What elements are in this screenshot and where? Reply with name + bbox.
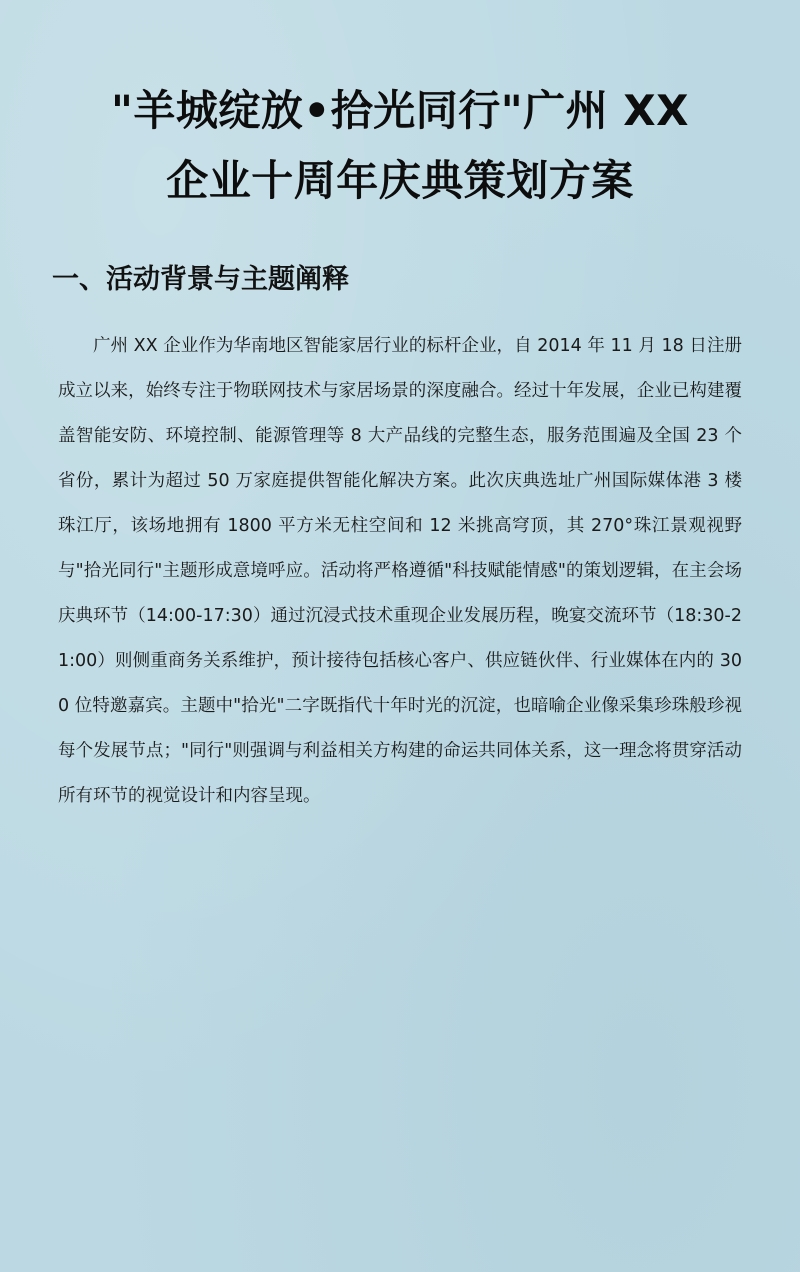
document-title-line-2: 企业十周年庆典策划方案 — [166, 156, 634, 205]
document-title-line-1: "羊城绽放•拾光同行"广州 XX — [111, 86, 689, 135]
body-paragraph: 广州 XX 企业作为华南地区智能家居行业的标杆企业，自 2014 年 11 月 18 日注册成立以来，始终专注于物联网技术与家居场景的深度融合。经过十年发展，企业已构建覆盖智能安防、环境控制、能源管理等 8 大产品线的完整生态，服务范围遍及全国 23 个省份，累计为超过 50 万家庭提供智能化解决方案。此次庆典选址广州国际媒体港 3 楼珠江厅，该场地拥有 1800 平方米无柱空间和 12 米挑高穹顶，其 270°珠江景观视野与"拾光同行"主题形成意境呼应。活动将严格遵循"科技赋能情感"的策划逻辑，在主会场庆典环节（14:00-17:30）通过沉浸式技术重现企业发展历程，晚宴交流环节（18:30-21:00）则侧重商务关系维护，预计接待包括核心客户、供应链伙伴、行业媒体在内的 300 位特邀嘉宾。主题中"拾光"二字既指代十年时光的沉淀，也暗喻企业像采集珍珠般珍视每个发展节点；"同行"则强调与利益相关方构建的命运共同体关系，这一理念将贯穿活动所有环节的视觉设计和内容呈现。 — [58, 336, 742, 806]
document-title — [58, 76, 742, 216]
section-heading: 一、活动背景与主题阐释 — [52, 264, 349, 295]
